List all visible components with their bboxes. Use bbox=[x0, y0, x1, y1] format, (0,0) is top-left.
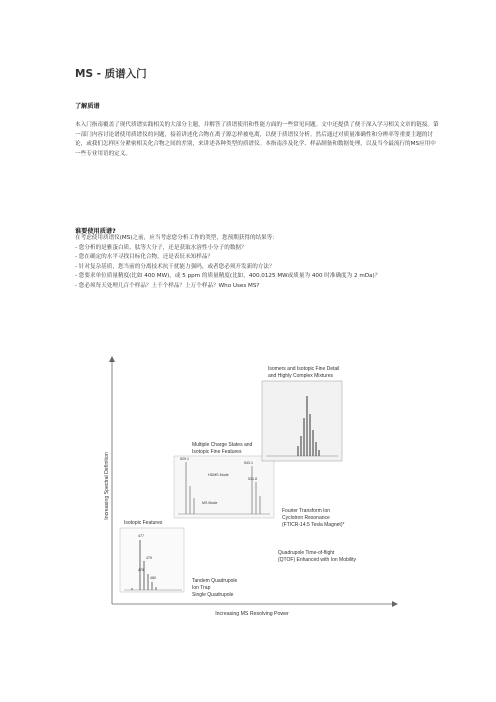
page-title: MS - 质谱入门 bbox=[75, 68, 147, 80]
box2-mode-label: MS Mode bbox=[202, 501, 218, 505]
section-heading-understanding-ms: 了解质谱 bbox=[75, 103, 100, 110]
box2-title-line1: Multiple Charge States and bbox=[192, 442, 253, 448]
box1-title: Isotopic Features bbox=[124, 520, 163, 526]
section-body-who-uses bbox=[75, 234, 440, 292]
question-item: - 您在确定的水平寻找目标化合物，还是表征未知样品？ bbox=[75, 254, 214, 261]
y-axis-arrow bbox=[109, 356, 115, 362]
instrument-low: Ion Trap bbox=[192, 585, 211, 591]
box2-spectrum-panel bbox=[174, 456, 274, 518]
box1-peak-label: 479 bbox=[146, 556, 152, 560]
who-uses-intro: 在考虑使用质谱仪(MS)之前，应当考虑您分析工作的类型，您预期获得的结果等： bbox=[75, 235, 278, 241]
box3-title-line2: and Highly Complex Mixtures bbox=[268, 373, 334, 379]
box2-mode-label: HDMS Mode bbox=[208, 473, 229, 477]
instrument-fticr-line3: (FTICR-14.5 Tesla Magnet)* bbox=[282, 522, 345, 528]
intro-paragraph: 本入门指南覆盖了现代质谱实践相关的大部分主题，并解答了质谱使用和性能方面的一些常见问题。文中还提供了便于深入学习相关文章的链接。第一部门内容讨论谱使用质谱仪的问题，接着讲述化合物在离子源怎样被电离，以便于质谱仪分析。然后通过对质量准确性和分辨率等重要主题的讨论，或我们怎样区分紧密相关化合物之间的差别，来讲述各种类型的质谱仪。本指南涉及化学、样品制备和数据处理，以及当今最流行的MS应用中一些专业用语的定义。 bbox=[75, 122, 439, 157]
box3-title-line1: Isomers and Isotopic Fine Detail bbox=[268, 366, 340, 372]
y-axis-label: Increasing Spectral Definition bbox=[104, 452, 110, 520]
box2-peak-label: 529.1 bbox=[180, 457, 189, 461]
box1-peak-label: 480 bbox=[150, 576, 156, 580]
box2-peak-label: 543.1 bbox=[244, 461, 253, 465]
box1-peak-label: 478 bbox=[138, 568, 144, 572]
section-body-intro bbox=[75, 121, 440, 159]
question-item: - 您必须每天处理几百个样品？上千个样品？上万个样品？Who Uses MS? bbox=[75, 282, 260, 289]
section-heading-who-uses-ms: 谁要使用质谱? bbox=[75, 228, 116, 235]
x-axis-arrow bbox=[392, 601, 398, 607]
box1-peak-label: 477 bbox=[138, 534, 144, 538]
instrument-qtof-line2: (QTOF) Enhanced with Ion Mobility bbox=[278, 557, 356, 563]
box2-peak-label: 531.8 bbox=[248, 477, 257, 481]
instrument-qtof-line1: Quadrupole Time-of-flight bbox=[278, 550, 335, 556]
instrument-fticr-line1: Fourier Transform Ion bbox=[282, 508, 331, 514]
box2-title-line2: Isotopic Fine Features bbox=[192, 449, 242, 455]
instrument-low: Tandem Quadrupole bbox=[192, 578, 238, 584]
question-item: - 针对复杂基质，您当前的分离技术抗干扰能力强吗，或者您必须开发新的方法？ bbox=[75, 263, 275, 270]
box3-spectrum-panel bbox=[262, 381, 342, 461]
figure-svg bbox=[102, 356, 402, 618]
ms-resolving-power-figure bbox=[102, 356, 402, 618]
question-item: - 您分析的是雅蛋白质、肽等大分子，还是获取水溶性小分子的数据？ bbox=[75, 244, 247, 251]
instrument-fticr-line2: Cyclotron Resonance bbox=[282, 515, 330, 521]
question-item: - 您要求单位质量精度(比如 400 MW)，或 5 ppm 的质量精度(比如，400.0125 MW或质量为 400 时准确度为 2 mDa)？ bbox=[75, 273, 381, 280]
x-axis-label: Increasing MS Resolving Power bbox=[215, 611, 289, 617]
instrument-low: Single Quadrupole bbox=[192, 592, 234, 598]
